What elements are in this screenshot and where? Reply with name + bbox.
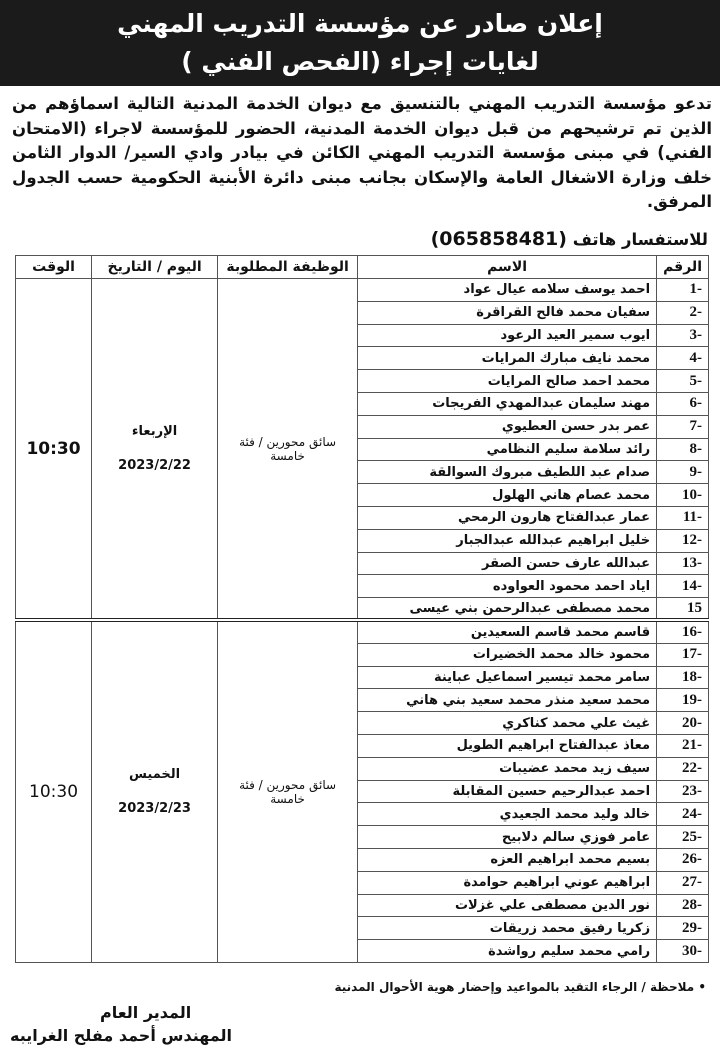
inquiry-label: للاستفسار هاتف xyxy=(572,230,708,249)
table-header xyxy=(16,256,709,279)
row-number: -29 xyxy=(657,917,709,940)
candidate-name: خليل ابراهيم عبدالله عبدالجبار xyxy=(358,529,657,552)
signature-name: المهندس أحمد مفلح الغرايبه xyxy=(10,1026,233,1045)
job-title: سائق محورين / فئة خامسة xyxy=(218,620,358,962)
candidate-name: معاذ عبدالفتاح ابراهيم الطويل xyxy=(358,734,657,757)
job-title: سائق محورين / فئة خامسة xyxy=(218,279,358,621)
candidate-name: قاسم محمد قاسم السعيدين xyxy=(358,620,657,643)
candidate-name: محمد عصام هاني الهلول xyxy=(358,484,657,507)
header-name: الاسم xyxy=(358,256,657,279)
row-number: -17 xyxy=(657,643,709,666)
row-number: -2 xyxy=(657,301,709,324)
exam-day: الخميس xyxy=(129,767,181,783)
exam-date-value: 2023/2/22 xyxy=(118,457,191,473)
row-number: -30 xyxy=(657,940,709,963)
candidate-name: اياد احمد محمود العواوده xyxy=(358,575,657,598)
exam-date xyxy=(92,620,218,962)
candidate-name: غيث علي محمد كناكري xyxy=(358,712,657,735)
table-row xyxy=(16,620,709,643)
row-number: 15 xyxy=(657,598,709,621)
exam-day: الإربعاء xyxy=(131,423,178,439)
row-number: -21 xyxy=(657,734,709,757)
row-number: -5 xyxy=(657,370,709,393)
row-number: -19 xyxy=(657,689,709,712)
candidate-name: ايوب سمير العيد الرعود xyxy=(358,324,657,347)
candidate-name: محمد سعيد منذر محمد سعيد بني هاني xyxy=(358,689,657,712)
candidate-name: بسيم محمد ابراهيم العزه xyxy=(358,848,657,871)
row-number: -27 xyxy=(657,871,709,894)
candidate-name: نور الدين مصطفى علي غزلات xyxy=(358,894,657,917)
intro-paragraph: تدعو مؤسسة التدريب المهني بالتنسيق مع ديوان الخدمة المدنية التالية اسماؤهم من الذين تم ترشيحهم من قبل ديوان الخدمة المدنية، الحضور للمؤسسة لاجراء (الامتحان الفني) في مبنى مؤسسة التدريب المهني الكائن في بيادر وادي السير/ الدوار الثامن خلف وزارة الاشغال العامة والإسكان بجانب مبنى دائرة الأبنية الحكومية حسب الجدول المرفق. xyxy=(12,94,712,211)
candidates-table xyxy=(15,255,709,963)
candidate-name: عبدالله عارف حسن الصقر xyxy=(358,552,657,575)
inquiry-phone: (065858481) xyxy=(430,228,567,250)
candidate-name: رائد سلامة سليم النظامي xyxy=(358,438,657,461)
row-number: -13 xyxy=(657,552,709,575)
candidate-name: محمد احمد صالح المرايات xyxy=(358,370,657,393)
candidate-name: احمد عبدالرحيم حسين المقابلة xyxy=(358,780,657,803)
row-number: -6 xyxy=(657,392,709,415)
row-number: -8 xyxy=(657,438,709,461)
inquiry-line xyxy=(431,228,708,250)
row-number: -14 xyxy=(657,575,709,598)
candidate-name: محمود خالد محمد الخضيرات xyxy=(358,643,657,666)
row-number: -10 xyxy=(657,484,709,507)
candidate-name: زكريا رفيق محمد زريقات xyxy=(358,917,657,940)
announcement-title xyxy=(0,0,720,86)
note: • ملاحظة / الرجاء التقيد بالمواعيد وإحضار هوية الأحوال المدنية xyxy=(334,980,706,994)
candidate-name: مهند سليمان عبدالمهدي الفريجات xyxy=(358,392,657,415)
exam-date xyxy=(92,279,218,621)
row-number: -26 xyxy=(657,848,709,871)
row-number: -9 xyxy=(657,461,709,484)
table-row xyxy=(16,279,709,302)
signature-role: المدير العام xyxy=(100,1003,192,1022)
row-number: -23 xyxy=(657,780,709,803)
candidate-name: عامر فوزي سالم دلابيح xyxy=(358,826,657,849)
row-number: -18 xyxy=(657,666,709,689)
row-number: -3 xyxy=(657,324,709,347)
row-number: -16 xyxy=(657,620,709,643)
row-number: -22 xyxy=(657,757,709,780)
row-number: -20 xyxy=(657,712,709,735)
row-number: -7 xyxy=(657,415,709,438)
candidate-name: رامي محمد سليم رواشدة xyxy=(358,940,657,963)
title-line-2: لغايات إجراء (الفحص الفني ) xyxy=(181,47,539,76)
candidate-name: سفيان محمد فالح القراقرة xyxy=(358,301,657,324)
exam-date-value: 2023/2/23 xyxy=(118,801,191,817)
header-date: اليوم / التاريخ xyxy=(92,256,218,279)
candidate-name: خالد وليد محمد الجعيدي xyxy=(358,803,657,826)
title-line-1: إعلان صادر عن مؤسسة التدريب المهني xyxy=(117,9,603,38)
header-time: الوقت xyxy=(16,256,92,279)
row-number: -12 xyxy=(657,529,709,552)
candidate-name: ابراهيم عوني ابراهيم حوامدة xyxy=(358,871,657,894)
candidate-name: محمد مصطفى عبدالرحمن بني عيسى xyxy=(358,598,657,621)
row-number: -24 xyxy=(657,803,709,826)
exam-time: 10:30 xyxy=(16,620,92,962)
candidate-name: صدام عبد اللطيف مبروك السوالقة xyxy=(358,461,657,484)
candidate-name: احمد يوسف سلامه عيال عواد xyxy=(358,279,657,302)
row-number: -25 xyxy=(657,826,709,849)
candidate-name: عمر بدر حسن العطيوي xyxy=(358,415,657,438)
row-number: -4 xyxy=(657,347,709,370)
candidate-name: عمار عبدالفتاح هارون الرمحي xyxy=(358,506,657,529)
row-number: -11 xyxy=(657,506,709,529)
candidate-name: سيف زيد محمد عضيبات xyxy=(358,757,657,780)
row-number: -1 xyxy=(657,279,709,302)
exam-time: 10:30 xyxy=(16,279,92,621)
header-job: الوظيفة المطلوبة xyxy=(218,256,358,279)
header-num: الرقم xyxy=(657,256,709,279)
candidate-name: محمد نايف مبارك المرايات xyxy=(358,347,657,370)
candidate-name: سامر محمد تيسير اسماعيل عباينة xyxy=(358,666,657,689)
row-number: -28 xyxy=(657,894,709,917)
